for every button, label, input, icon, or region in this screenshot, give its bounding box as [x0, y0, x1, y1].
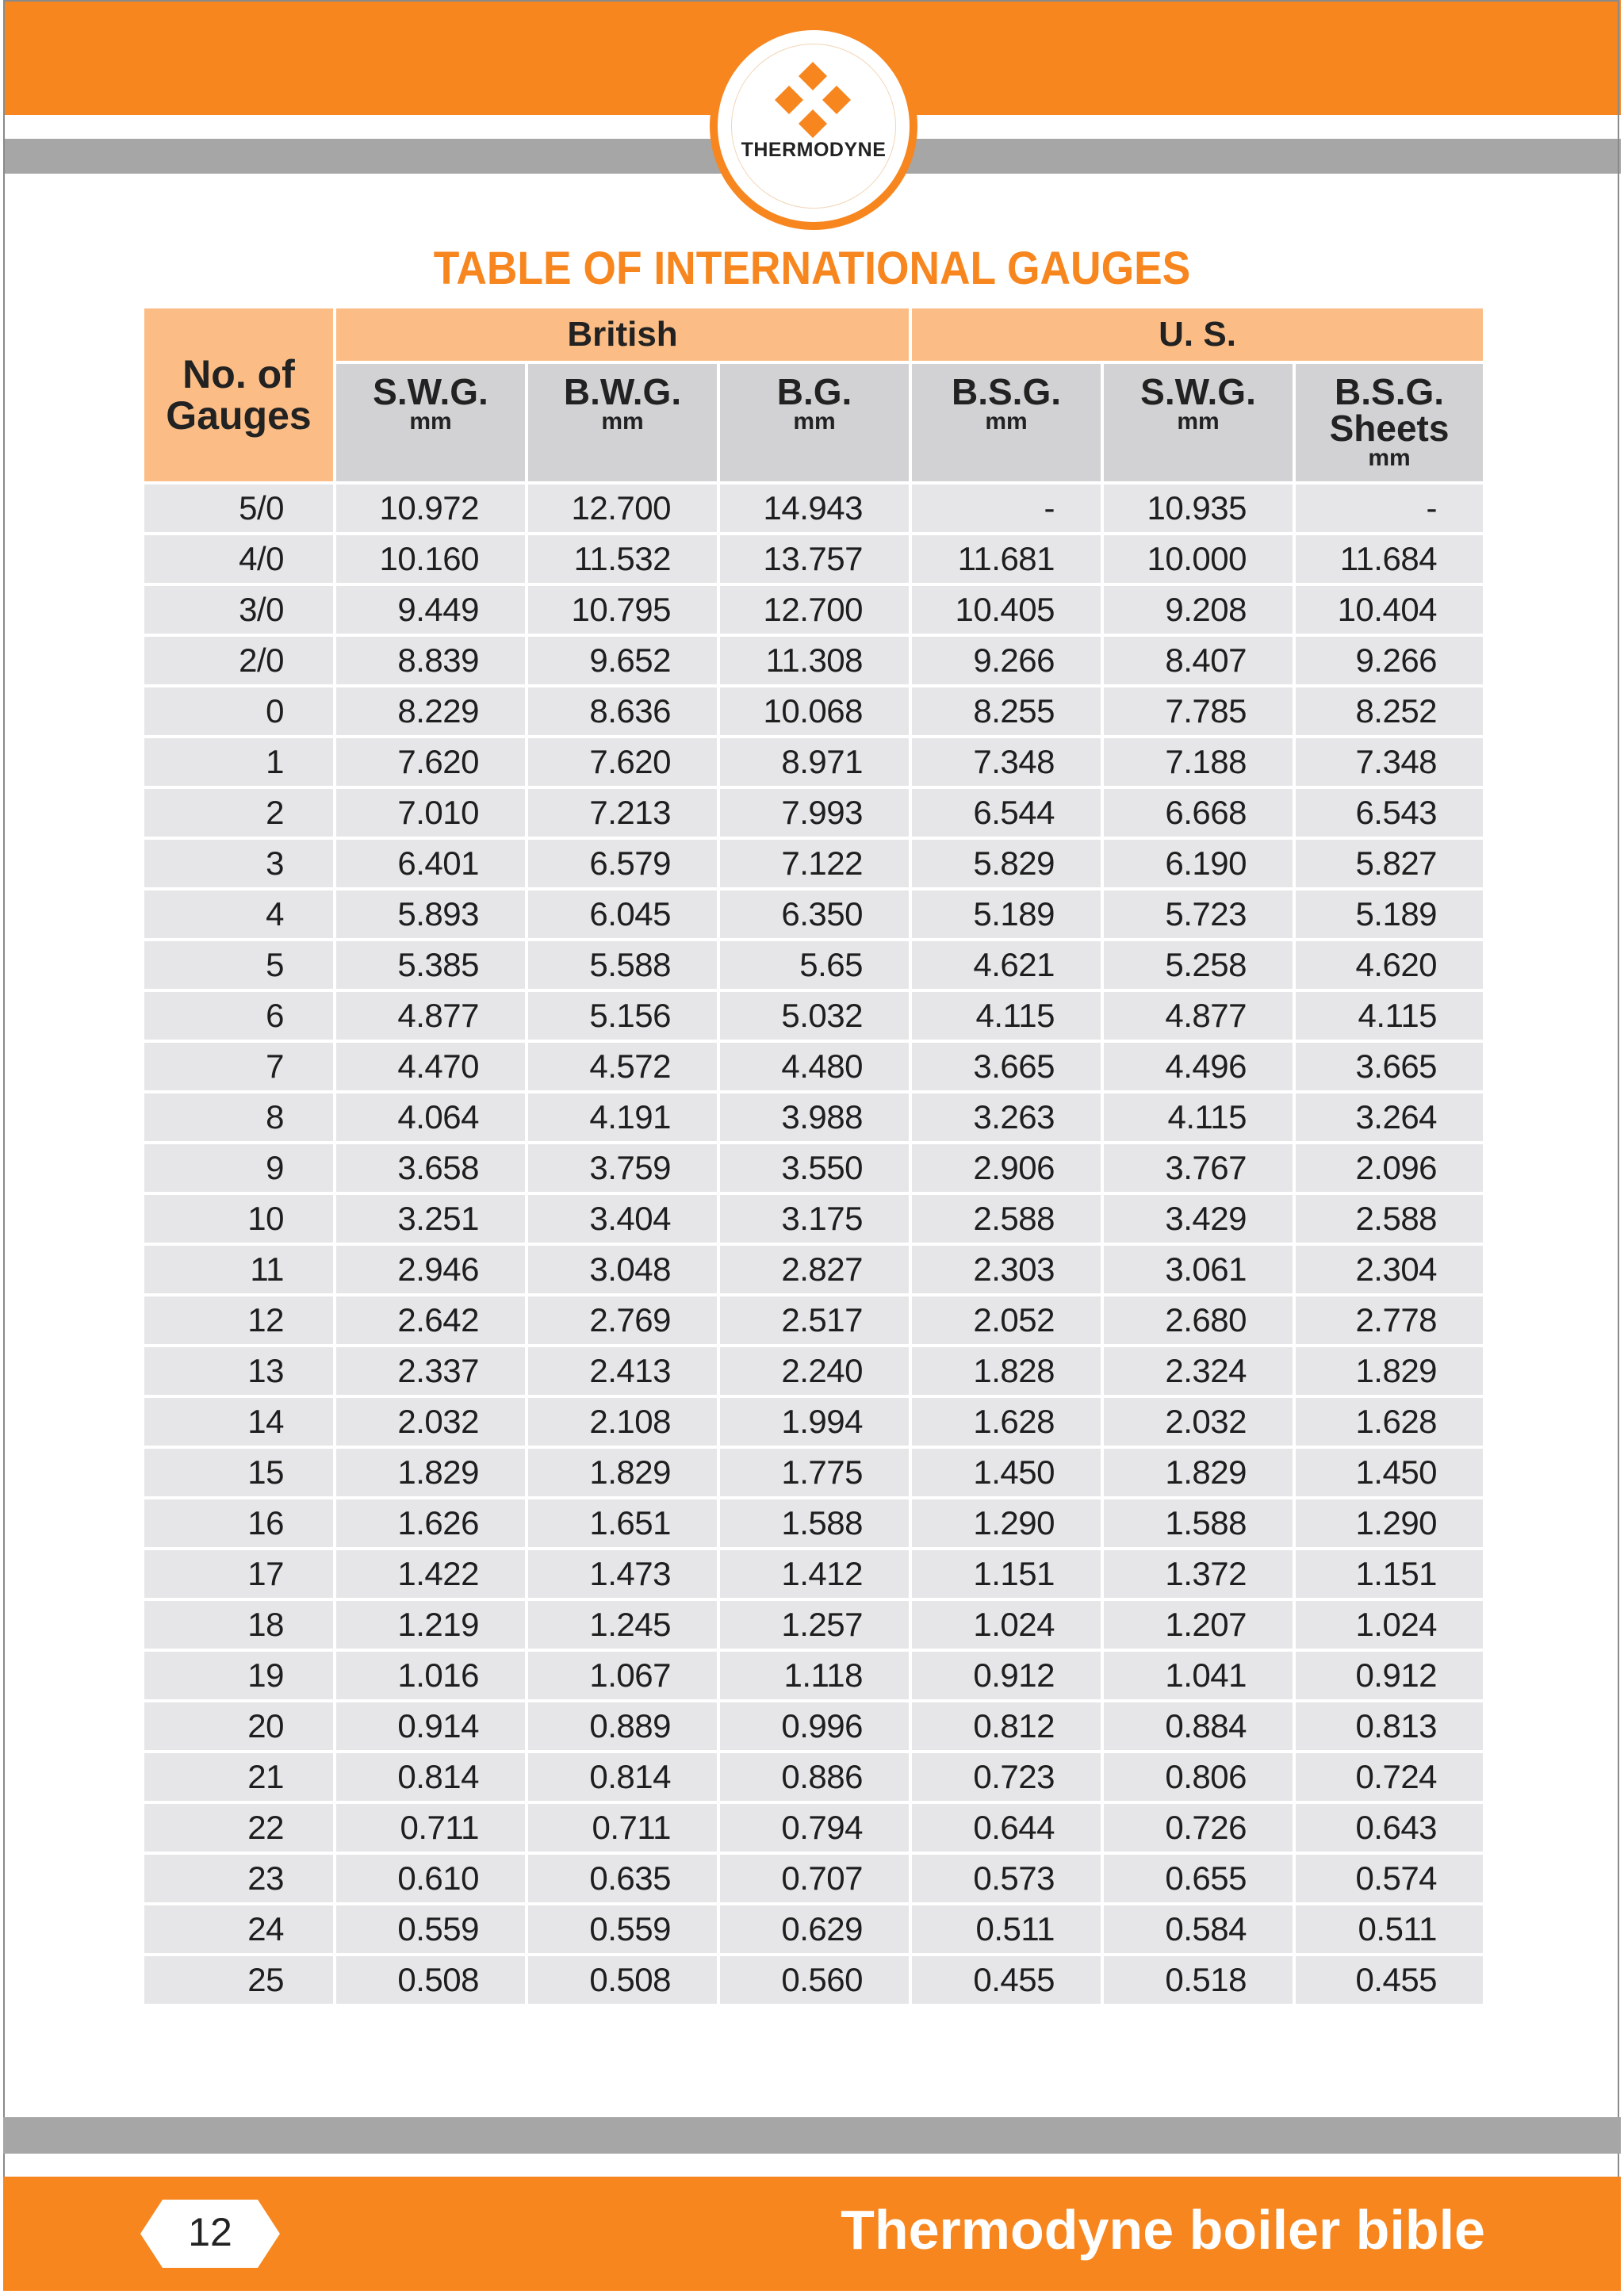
table-cell: 0.644 — [910, 1802, 1102, 1853]
table-row — [143, 1955, 1484, 2005]
column-name: B.G. — [776, 371, 852, 412]
gauge-number-cell: 18 — [143, 1599, 335, 1650]
table-cell: 3.665 — [910, 1041, 1102, 1092]
logo-wordmark: THERMODYNE — [741, 139, 887, 161]
table-cell: 3.061 — [1102, 1244, 1294, 1295]
table-cell: 3.251 — [335, 1193, 527, 1244]
diamond-logo-icon — [765, 56, 860, 143]
table-cell: 0.707 — [718, 1853, 910, 1904]
table-cell: 10.405 — [910, 584, 1102, 635]
table-cell: 1.118 — [718, 1650, 910, 1701]
table-cell: 2.769 — [527, 1295, 718, 1346]
table-cell: 1.651 — [527, 1498, 718, 1549]
column-unit: mm — [1368, 445, 1411, 471]
table-cell: 12.700 — [527, 483, 718, 534]
table-row — [143, 686, 1484, 737]
table-row — [143, 1396, 1484, 1447]
table-row — [143, 838, 1484, 889]
gauge-number-cell: 22 — [143, 1802, 335, 1853]
table-cell: 7.620 — [527, 737, 718, 787]
table-row — [143, 1244, 1484, 1295]
column-header-british-bg — [718, 362, 910, 483]
table-cell: 2.588 — [1294, 1193, 1484, 1244]
table-cell: 2.096 — [1294, 1143, 1484, 1193]
table-cell: 11.681 — [910, 534, 1102, 584]
table-cell: 1.588 — [1102, 1498, 1294, 1549]
table-cell: 2.108 — [527, 1396, 718, 1447]
table-cell: 1.829 — [335, 1447, 527, 1498]
table-cell: 1.450 — [1294, 1447, 1484, 1498]
table-cell: 1.067 — [527, 1650, 718, 1701]
table-cell: 0.635 — [527, 1853, 718, 1904]
table-cell: 1.829 — [1294, 1346, 1484, 1396]
table-cell: 11.684 — [1294, 534, 1484, 584]
table-cell: 0.573 — [910, 1853, 1102, 1904]
table-cell: 8.252 — [1294, 686, 1484, 737]
table-row — [143, 635, 1484, 686]
table-cell: 10.404 — [1294, 584, 1484, 635]
table-cell: 0.518 — [1102, 1955, 1294, 2005]
table-cell: 3.175 — [718, 1193, 910, 1244]
table-cell: 4.620 — [1294, 940, 1484, 990]
table-row — [143, 1143, 1484, 1193]
gauge-header-line2: Gauges — [166, 393, 312, 438]
table-cell: 6.543 — [1294, 787, 1484, 838]
gauge-number-cell: 13 — [143, 1346, 335, 1396]
table-body — [143, 483, 1484, 2005]
table-cell: 0.889 — [527, 1701, 718, 1752]
table-cell: 4.191 — [527, 1092, 718, 1143]
table-row — [143, 1498, 1484, 1549]
table-cell: 5.65 — [718, 940, 910, 990]
column-name: S.W.G. — [373, 371, 488, 412]
us-group-header: U. S. — [910, 307, 1484, 362]
table-cell: 2.642 — [335, 1295, 527, 1346]
gauge-number-cell: 7 — [143, 1041, 335, 1092]
table-row — [143, 737, 1484, 787]
table-row — [143, 1549, 1484, 1599]
column-name: B.W.G. — [563, 371, 682, 412]
gauge-number-cell: 20 — [143, 1701, 335, 1752]
table-cell: 6.579 — [527, 838, 718, 889]
table-cell: 6.350 — [718, 889, 910, 940]
table-cell: 6.544 — [910, 787, 1102, 838]
table-row — [143, 483, 1484, 534]
table-cell: 1.016 — [335, 1650, 527, 1701]
table-cell: 0.814 — [335, 1752, 527, 1802]
table-cell: 2.032 — [1102, 1396, 1294, 1447]
table-cell: 9.266 — [910, 635, 1102, 686]
table-cell: 10.795 — [527, 584, 718, 635]
table-cell: 0.508 — [335, 1955, 527, 2005]
table-cell: 7.348 — [910, 737, 1102, 787]
table-cell: 1.372 — [1102, 1549, 1294, 1599]
table-cell: 7.122 — [718, 838, 910, 889]
gauge-number-cell: 14 — [143, 1396, 335, 1447]
table-row — [143, 787, 1484, 838]
table-cell: 8.255 — [910, 686, 1102, 737]
table-cell: 4.064 — [335, 1092, 527, 1143]
table-cell: 3.767 — [1102, 1143, 1294, 1193]
table-cell: 1.775 — [718, 1447, 910, 1498]
table-cell: 5.189 — [910, 889, 1102, 940]
gauge-number-cell: 19 — [143, 1650, 335, 1701]
table-cell: 8.407 — [1102, 635, 1294, 686]
table-cell: 12.700 — [718, 584, 910, 635]
table-cell: 0.610 — [335, 1853, 527, 1904]
gauge-number-cell: 1 — [143, 737, 335, 787]
column-unit: mm — [1177, 408, 1220, 435]
table-cell: 4.496 — [1102, 1041, 1294, 1092]
table-cell: 6.190 — [1102, 838, 1294, 889]
table-cell: 2.324 — [1102, 1346, 1294, 1396]
table-cell: 0.511 — [910, 1904, 1102, 1955]
table-cell: 0.996 — [718, 1701, 910, 1752]
table-cell: 0.912 — [1294, 1650, 1484, 1701]
table-cell: 3.263 — [910, 1092, 1102, 1143]
table-cell: 9.208 — [1102, 584, 1294, 635]
table-cell: 1.151 — [910, 1549, 1102, 1599]
table-cell: 5.893 — [335, 889, 527, 940]
table-cell: 2.827 — [718, 1244, 910, 1295]
table-cell: 6.045 — [527, 889, 718, 940]
table-cell: 0.455 — [910, 1955, 1102, 2005]
table-cell: 2.337 — [335, 1346, 527, 1396]
table-row — [143, 940, 1484, 990]
table-cell: 0.655 — [1102, 1853, 1294, 1904]
table-cell: 14.943 — [718, 483, 910, 534]
gauge-number-cell: 23 — [143, 1853, 335, 1904]
table-cell: - — [1294, 483, 1484, 534]
table-cell: 0.711 — [527, 1802, 718, 1853]
gauge-number-cell: 6 — [143, 990, 335, 1041]
table-cell: 0.794 — [718, 1802, 910, 1853]
table-cell: 3.048 — [527, 1244, 718, 1295]
gauge-number-cell: 5 — [143, 940, 335, 990]
table-cell: 0.455 — [1294, 1955, 1484, 2005]
column-header-british-bwg — [527, 362, 718, 483]
table-cell: 0.912 — [910, 1650, 1102, 1701]
table-cell: 4.115 — [910, 990, 1102, 1041]
table-cell: 5.258 — [1102, 940, 1294, 990]
column-header-us-swg — [1102, 362, 1294, 483]
table-cell: 6.668 — [1102, 787, 1294, 838]
table-cell: 3.550 — [718, 1143, 910, 1193]
table-cell: 1.994 — [718, 1396, 910, 1447]
table-cell: 9.652 — [527, 635, 718, 686]
column-header-british-swg — [335, 362, 527, 483]
table-cell: 4.480 — [718, 1041, 910, 1092]
table-cell: 11.532 — [527, 534, 718, 584]
gauge-number-cell: 21 — [143, 1752, 335, 1802]
table-cell: 1.829 — [527, 1447, 718, 1498]
table-cell: 7.348 — [1294, 737, 1484, 787]
table-cell: 2.946 — [335, 1244, 527, 1295]
table-cell: 0.914 — [335, 1701, 527, 1752]
gauge-number-cell: 16 — [143, 1498, 335, 1549]
table-cell: 3.404 — [527, 1193, 718, 1244]
table-cell: 2.588 — [910, 1193, 1102, 1244]
table-row — [143, 1802, 1484, 1853]
table-cell: 0.806 — [1102, 1752, 1294, 1802]
gauge-number-cell: 5/0 — [143, 483, 335, 534]
gauge-number-cell: 11 — [143, 1244, 335, 1295]
gauge-number-cell: 3 — [143, 838, 335, 889]
table-cell: 0.629 — [718, 1904, 910, 1955]
table-cell: 7.785 — [1102, 686, 1294, 737]
table-cell: 1.041 — [1102, 1650, 1294, 1701]
table-cell: 10.972 — [335, 483, 527, 534]
table-cell: 4.470 — [335, 1041, 527, 1092]
column-name: B.S.G. — [1335, 371, 1445, 412]
table-cell: 4.115 — [1102, 1092, 1294, 1143]
table-row — [143, 1346, 1484, 1396]
column-name: B.S.G. — [952, 371, 1062, 412]
table-cell: 4.115 — [1294, 990, 1484, 1041]
gauge-number-cell: 4/0 — [143, 534, 335, 584]
table-cell: 10.068 — [718, 686, 910, 737]
table-cell: 3.658 — [335, 1143, 527, 1193]
table-cell: 8.636 — [527, 686, 718, 737]
table-row — [143, 584, 1484, 635]
gauge-number-cell: 24 — [143, 1904, 335, 1955]
column-unit: mm — [985, 408, 1028, 435]
table-cell: 2.303 — [910, 1244, 1102, 1295]
table-header — [143, 307, 1484, 483]
table-cell: 4.572 — [527, 1041, 718, 1092]
table-cell: 1.628 — [910, 1396, 1102, 1447]
page-number: 12 — [188, 2210, 232, 2254]
table-cell: 0.560 — [718, 1955, 910, 2005]
table-cell: 1.290 — [1294, 1498, 1484, 1549]
table-cell: 1.024 — [1294, 1599, 1484, 1650]
gauge-number-cell: 8 — [143, 1092, 335, 1143]
table-cell: 7.188 — [1102, 737, 1294, 787]
table-row — [143, 990, 1484, 1041]
column-unit: mm — [793, 408, 836, 435]
gauge-number-cell: 2 — [143, 787, 335, 838]
table-cell: 5.189 — [1294, 889, 1484, 940]
table-cell: 0.559 — [527, 1904, 718, 1955]
table-row — [143, 1701, 1484, 1752]
footer-title: Thermodyne boiler bible — [841, 2199, 1485, 2261]
table-cell: 1.828 — [910, 1346, 1102, 1396]
page-title: TABLE OF INTERNATIONAL GAUGES — [433, 243, 1191, 294]
table-cell: 1.245 — [527, 1599, 718, 1650]
british-group-header: British — [335, 307, 910, 362]
table-cell: 5.385 — [335, 940, 527, 990]
table-cell: 13.757 — [718, 534, 910, 584]
table-cell: 9.449 — [335, 584, 527, 635]
table-row — [143, 534, 1484, 584]
table-cell: 5.588 — [527, 940, 718, 990]
column-unit: mm — [409, 408, 452, 435]
gauge-number-cell: 12 — [143, 1295, 335, 1346]
table-cell: 8.971 — [718, 737, 910, 787]
column-name-line2: Sheets — [1329, 408, 1450, 449]
table-cell: 0.643 — [1294, 1802, 1484, 1853]
table-row — [143, 1193, 1484, 1244]
table-cell: 1.626 — [335, 1498, 527, 1549]
gauge-header-line1: No. of — [182, 352, 295, 396]
table-cell: 2.052 — [910, 1295, 1102, 1346]
table-cell: 2.032 — [335, 1396, 527, 1447]
gauge-number-cell: 17 — [143, 1549, 335, 1599]
footer-gray-band — [3, 2117, 1621, 2154]
table-cell: 0.886 — [718, 1752, 910, 1802]
gauges-table — [141, 305, 1486, 2007]
table-cell: 0.812 — [910, 1701, 1102, 1752]
table-row — [143, 1599, 1484, 1650]
column-name: S.W.G. — [1140, 371, 1256, 412]
table-row — [143, 1092, 1484, 1143]
table-cell: 0.574 — [1294, 1853, 1484, 1904]
table-cell: 7.993 — [718, 787, 910, 838]
table-cell: 7.010 — [335, 787, 527, 838]
table-cell: 1.207 — [1102, 1599, 1294, 1650]
table-cell: 5.827 — [1294, 838, 1484, 889]
table-cell: 0.559 — [335, 1904, 527, 1955]
table-cell: 2.304 — [1294, 1244, 1484, 1295]
table-cell: 0.711 — [335, 1802, 527, 1853]
table-cell: 0.814 — [527, 1752, 718, 1802]
table-cell: 4.621 — [910, 940, 1102, 990]
table-cell: 1.588 — [718, 1498, 910, 1549]
table-row — [143, 1752, 1484, 1802]
table-cell: 1.412 — [718, 1549, 910, 1599]
table-cell: 0.584 — [1102, 1904, 1294, 1955]
table-row — [143, 1853, 1484, 1904]
table-cell: 0.813 — [1294, 1701, 1484, 1752]
table-cell: 3.988 — [718, 1092, 910, 1143]
table-cell: 1.257 — [718, 1599, 910, 1650]
gauge-number-cell: 10 — [143, 1193, 335, 1244]
column-header-us-bsg — [910, 362, 1102, 483]
table-cell: 2.680 — [1102, 1295, 1294, 1346]
gauge-number-cell: 0 — [143, 686, 335, 737]
table-cell: 1.151 — [1294, 1549, 1484, 1599]
table-cell: 8.839 — [335, 635, 527, 686]
table-cell: 5.829 — [910, 838, 1102, 889]
table-cell: - — [910, 483, 1102, 534]
header-column-row — [143, 362, 1484, 483]
table-cell: 5.723 — [1102, 889, 1294, 940]
table-row — [143, 1041, 1484, 1092]
table-cell: 9.266 — [1294, 635, 1484, 686]
gauge-number-cell: 15 — [143, 1447, 335, 1498]
table-cell: 0.724 — [1294, 1752, 1484, 1802]
table-cell: 8.229 — [335, 686, 527, 737]
table-cell: 1.450 — [910, 1447, 1102, 1498]
table-cell: 7.213 — [527, 787, 718, 838]
table-cell: 7.620 — [335, 737, 527, 787]
table-cell: 1.473 — [527, 1549, 718, 1599]
gauge-number-cell: 25 — [143, 1955, 335, 2005]
table-cell: 1.422 — [335, 1549, 527, 1599]
gauge-number-cell: 2/0 — [143, 635, 335, 686]
table-cell: 10.160 — [335, 534, 527, 584]
table-cell: 0.726 — [1102, 1802, 1294, 1853]
table-row — [143, 1295, 1484, 1346]
table-row — [143, 1650, 1484, 1701]
table-cell: 4.877 — [1102, 990, 1294, 1041]
table-cell: 2.906 — [910, 1143, 1102, 1193]
table-cell: 10.935 — [1102, 483, 1294, 534]
column-header-us-bsg-sheets — [1294, 362, 1484, 483]
table-cell: 2.240 — [718, 1346, 910, 1396]
gauge-number-header — [143, 307, 335, 483]
table-cell: 3.264 — [1294, 1092, 1484, 1143]
table-row — [143, 889, 1484, 940]
table-cell: 1.628 — [1294, 1396, 1484, 1447]
table-cell: 5.156 — [527, 990, 718, 1041]
gauge-number-cell: 4 — [143, 889, 335, 940]
table-cell: 3.759 — [527, 1143, 718, 1193]
table-cell: 5.032 — [718, 990, 910, 1041]
table-cell: 10.000 — [1102, 534, 1294, 584]
gauge-number-cell: 9 — [143, 1143, 335, 1193]
header-group-row — [143, 307, 1484, 362]
table-cell: 4.877 — [335, 990, 527, 1041]
table-row — [143, 1904, 1484, 1955]
table-cell: 2.778 — [1294, 1295, 1484, 1346]
table-cell: 6.401 — [335, 838, 527, 889]
table-row — [143, 1447, 1484, 1498]
table-cell: 11.308 — [718, 635, 910, 686]
table-cell: 2.517 — [718, 1295, 910, 1346]
table-cell: 0.723 — [910, 1752, 1102, 1802]
table-cell: 3.665 — [1294, 1041, 1484, 1092]
table-cell: 1.829 — [1102, 1447, 1294, 1498]
table-cell: 2.413 — [527, 1346, 718, 1396]
column-unit: mm — [601, 408, 644, 435]
table-cell: 0.884 — [1102, 1701, 1294, 1752]
table-cell: 3.429 — [1102, 1193, 1294, 1244]
table-cell: 0.508 — [527, 1955, 718, 2005]
table-cell: 1.024 — [910, 1599, 1102, 1650]
table-cell: 0.511 — [1294, 1904, 1484, 1955]
table-cell: 1.290 — [910, 1498, 1102, 1549]
gauge-number-cell: 3/0 — [143, 584, 335, 635]
table-cell: 1.219 — [335, 1599, 527, 1650]
